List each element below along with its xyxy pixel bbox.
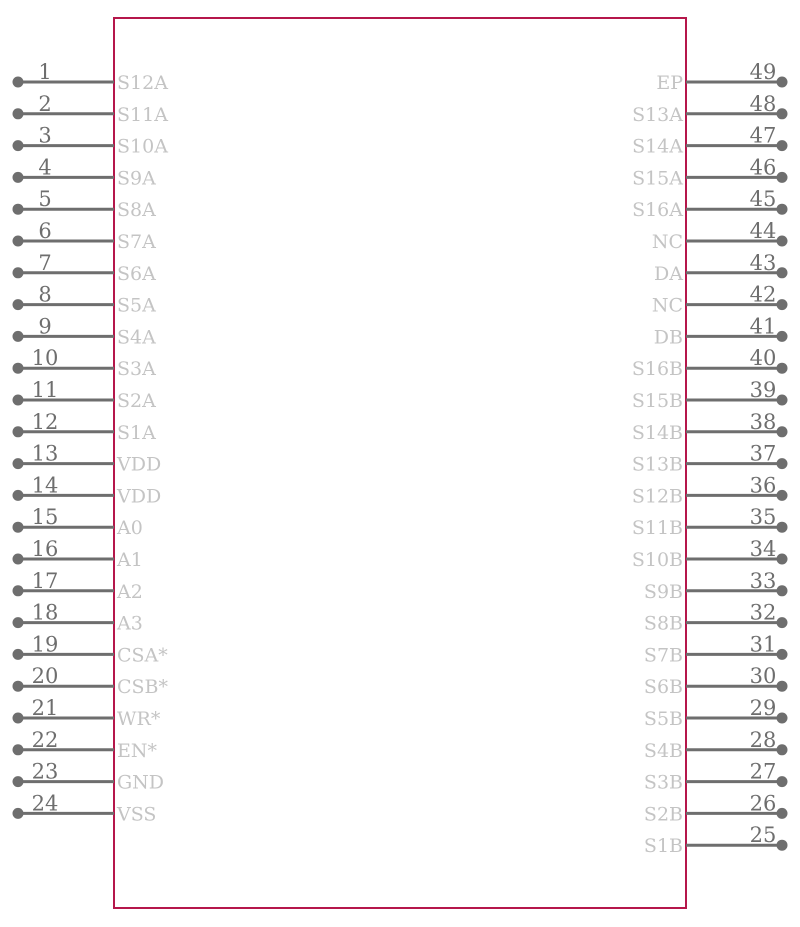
pin-name: VSS [117, 803, 157, 826]
pin-end-dot [13, 617, 24, 628]
pin-number: 18 [31, 600, 59, 625]
pin-number: 1 [38, 60, 52, 84]
pin-end-dot [13, 363, 24, 374]
pin-end-dot [777, 554, 788, 565]
pin-34 [632, 537, 788, 571]
pin-name: S12A [117, 72, 168, 94]
pin-name: S5A [117, 294, 156, 317]
pin-end-dot [13, 236, 24, 247]
pin-number: 36 [749, 473, 777, 498]
pin-number: 46 [749, 155, 777, 180]
pin-number: 9 [38, 314, 52, 339]
pin-end-dot [13, 77, 24, 88]
pin-number: 28 [749, 727, 777, 752]
pin-48 [632, 92, 787, 126]
pin-8 [13, 283, 157, 317]
pin-number: 14 [31, 473, 59, 498]
pin-35 [632, 505, 788, 539]
pin-end-dot [777, 426, 788, 437]
pin-name: S3B [643, 771, 683, 794]
pin-13 [13, 442, 162, 476]
pin-end-dot [13, 776, 24, 787]
pin-name: A3 [117, 612, 143, 635]
pin-end-dot [777, 840, 788, 851]
pin-43 [654, 251, 787, 285]
pin-end-dot [13, 744, 24, 755]
pin-number: 44 [749, 219, 777, 243]
pin-name: S8B [643, 612, 683, 635]
pin-end-dot [777, 395, 788, 406]
pin-49 [656, 60, 787, 94]
pin-end-dot [13, 140, 24, 151]
pin-number: 19 [31, 632, 59, 657]
pin-name: GND [117, 771, 165, 794]
pin-name: VDD [117, 485, 162, 508]
component-body [114, 18, 686, 908]
pin-name: EN* [117, 739, 157, 762]
pin-name: S16A [632, 199, 683, 222]
pin-number: 29 [749, 696, 777, 720]
pin-end-dot [777, 522, 788, 533]
pin-number: 17 [31, 568, 59, 593]
pin-name: A2 [117, 580, 143, 603]
pin-17 [13, 569, 143, 603]
pin-name: S4B [643, 739, 683, 762]
pin-name: S11A [117, 103, 168, 126]
pin-number: 37 [749, 441, 777, 466]
pin-end-dot [13, 204, 24, 215]
pin-name: S5B [643, 708, 683, 730]
pin-end-dot [13, 585, 24, 596]
pin-end-dot [13, 490, 24, 501]
pin-end-dot [777, 617, 788, 628]
pin-number: 42 [749, 282, 777, 307]
pin-number: 35 [749, 505, 777, 530]
pin-number: 12 [31, 409, 59, 434]
pin-end-dot [777, 108, 788, 119]
pin-end-dot [777, 299, 788, 310]
pin-name: S14A [632, 135, 683, 158]
pin-name: S2A [117, 390, 156, 412]
pin-number: 32 [749, 600, 777, 625]
pin-23 [13, 760, 165, 794]
pin-44 [652, 219, 788, 253]
pin-20 [13, 664, 169, 698]
pin-name: S3A [117, 358, 156, 381]
pin-end-dot [777, 77, 788, 88]
pin-name: S12B [631, 485, 683, 508]
pin-27 [644, 760, 788, 794]
pin-name: S4A [117, 326, 156, 349]
pin-number: 21 [31, 696, 59, 720]
pin-end-dot [13, 808, 24, 819]
pin-end-dot [13, 267, 24, 278]
pin-number: 13 [31, 441, 59, 466]
pin-number: 31 [749, 632, 777, 657]
pin-end-dot [777, 585, 788, 596]
pin-number: 6 [38, 219, 52, 243]
right-pin-group [632, 60, 788, 857]
pin-11 [13, 378, 157, 412]
pin-19 [13, 632, 169, 666]
pin-2 [13, 92, 169, 126]
pin-name: CSB* [117, 676, 169, 699]
pin-4 [13, 155, 157, 189]
pin-18 [13, 601, 143, 635]
pin-28 [644, 728, 788, 762]
pin-name: DB [653, 326, 683, 349]
pin-name: VDD [117, 453, 162, 476]
pin-name: NC [651, 231, 683, 253]
pin-22 [13, 728, 158, 762]
pin-name: S1B [643, 835, 683, 858]
pin-number: 41 [749, 314, 777, 339]
pin-name: S8A [117, 199, 156, 222]
pin-38 [632, 410, 788, 444]
pin-name: S6A [117, 262, 156, 285]
pin-number: 38 [749, 409, 777, 434]
pin-36 [632, 473, 788, 507]
pin-number: 8 [38, 282, 52, 307]
pin-30 [644, 664, 788, 698]
pin-name: S10B [631, 549, 683, 571]
pin-name: EP [656, 72, 683, 94]
pin-42 [652, 283, 788, 317]
pin-10 [13, 346, 157, 380]
pin-name: WR* [117, 708, 161, 730]
pin-end-dot [777, 649, 788, 660]
pin-name: S13A [632, 103, 683, 126]
pin-end-dot [13, 172, 24, 183]
pin-number: 24 [31, 791, 59, 816]
pin-number: 48 [749, 91, 777, 116]
pin-number: 30 [749, 664, 777, 689]
pin-37 [632, 442, 788, 476]
pin-6 [13, 219, 157, 253]
pin-end-dot [13, 522, 24, 533]
pin-end-dot [13, 458, 24, 469]
pin-end-dot [777, 140, 788, 151]
pin-name: NC [651, 294, 683, 317]
pin-end-dot [777, 744, 788, 755]
pin-number: 7 [38, 250, 52, 275]
pin-number: 25 [749, 823, 777, 848]
pin-name: S7A [117, 231, 156, 253]
pin-number: 20 [31, 664, 59, 689]
pin-name: S13B [631, 453, 683, 476]
pin-end-dot [777, 236, 788, 247]
pin-end-dot [777, 204, 788, 215]
pin-number: 34 [749, 537, 777, 561]
pin-number: 4 [38, 155, 52, 180]
pin-name: CSA* [117, 644, 168, 667]
pin-46 [632, 155, 787, 189]
pin-end-dot [13, 426, 24, 437]
pin-number: 10 [31, 346, 59, 371]
pin-number: 47 [749, 123, 777, 148]
pin-number: 26 [749, 791, 777, 816]
pin-25 [644, 823, 788, 857]
pin-number: 22 [31, 727, 59, 752]
pin-41 [654, 314, 788, 348]
pin-29 [644, 696, 788, 730]
pin-number: 45 [749, 187, 777, 212]
pin-end-dot [13, 649, 24, 660]
pin-end-dot [13, 331, 24, 342]
pin-number: 5 [38, 187, 52, 212]
pin-name: S11B [631, 517, 683, 540]
pin-7 [13, 251, 157, 285]
pin-name: S15A [632, 167, 683, 190]
pin-name: S7B [643, 644, 683, 667]
pin-name: S10A [117, 135, 168, 158]
pin-end-dot [777, 776, 788, 787]
pin-end-dot [777, 363, 788, 374]
pin-9 [13, 314, 157, 348]
pin-end-dot [777, 490, 788, 501]
pin-number: 11 [31, 378, 59, 402]
pin-number: 27 [749, 759, 777, 784]
pin-21 [13, 696, 161, 730]
pin-number: 49 [749, 60, 777, 84]
pin-number: 39 [749, 378, 777, 402]
pin-name: S9A [117, 167, 156, 190]
pin-name: S15B [631, 390, 683, 412]
pin-end-dot [777, 267, 788, 278]
pin-end-dot [13, 395, 24, 406]
pin-end-dot [777, 172, 788, 183]
pin-name: S1A [117, 421, 156, 444]
pin-end-dot [13, 108, 24, 119]
pin-26 [644, 791, 788, 825]
pin-end-dot [13, 554, 24, 565]
pin-33 [644, 569, 788, 603]
pin-number: 3 [38, 123, 52, 148]
pin-12 [13, 410, 157, 444]
pin-31 [644, 632, 788, 666]
pin-39 [632, 378, 788, 412]
pin-end-dot [13, 299, 24, 310]
pin-number: 33 [749, 568, 777, 593]
pin-name: S2B [643, 803, 683, 826]
pin-end-dot [777, 458, 788, 469]
pin-number: 40 [749, 346, 777, 371]
pin-number: 43 [749, 250, 777, 275]
pin-end-dot [777, 681, 788, 692]
pin-number: 2 [38, 91, 52, 116]
pin-name: S9B [643, 580, 683, 603]
pin-name: S14B [631, 421, 683, 444]
left-pin-group [13, 60, 169, 825]
pin-45 [632, 187, 787, 221]
pin-name: S16B [631, 358, 683, 381]
pin-name: DA [654, 262, 683, 285]
pin-number: 15 [31, 505, 59, 530]
pin-1 [13, 60, 169, 94]
pin-end-dot [13, 713, 24, 724]
pin-40 [632, 346, 788, 380]
pin-24 [13, 791, 157, 825]
pin-end-dot [777, 808, 788, 819]
pin-5 [13, 187, 157, 221]
pin-name: A0 [117, 517, 143, 540]
pin-14 [13, 473, 162, 507]
pin-47 [632, 124, 787, 158]
pin-number: 16 [31, 537, 59, 561]
pin-32 [644, 601, 788, 635]
pin-name: S6B [643, 676, 683, 699]
pin-name: A1 [117, 549, 143, 571]
pin-number: 23 [31, 759, 59, 784]
pin-end-dot [777, 713, 788, 724]
pin-end-dot [13, 681, 24, 692]
pin-15 [13, 505, 143, 539]
pin-16 [13, 537, 143, 571]
pin-end-dot [777, 331, 788, 342]
pin-3 [13, 124, 169, 158]
